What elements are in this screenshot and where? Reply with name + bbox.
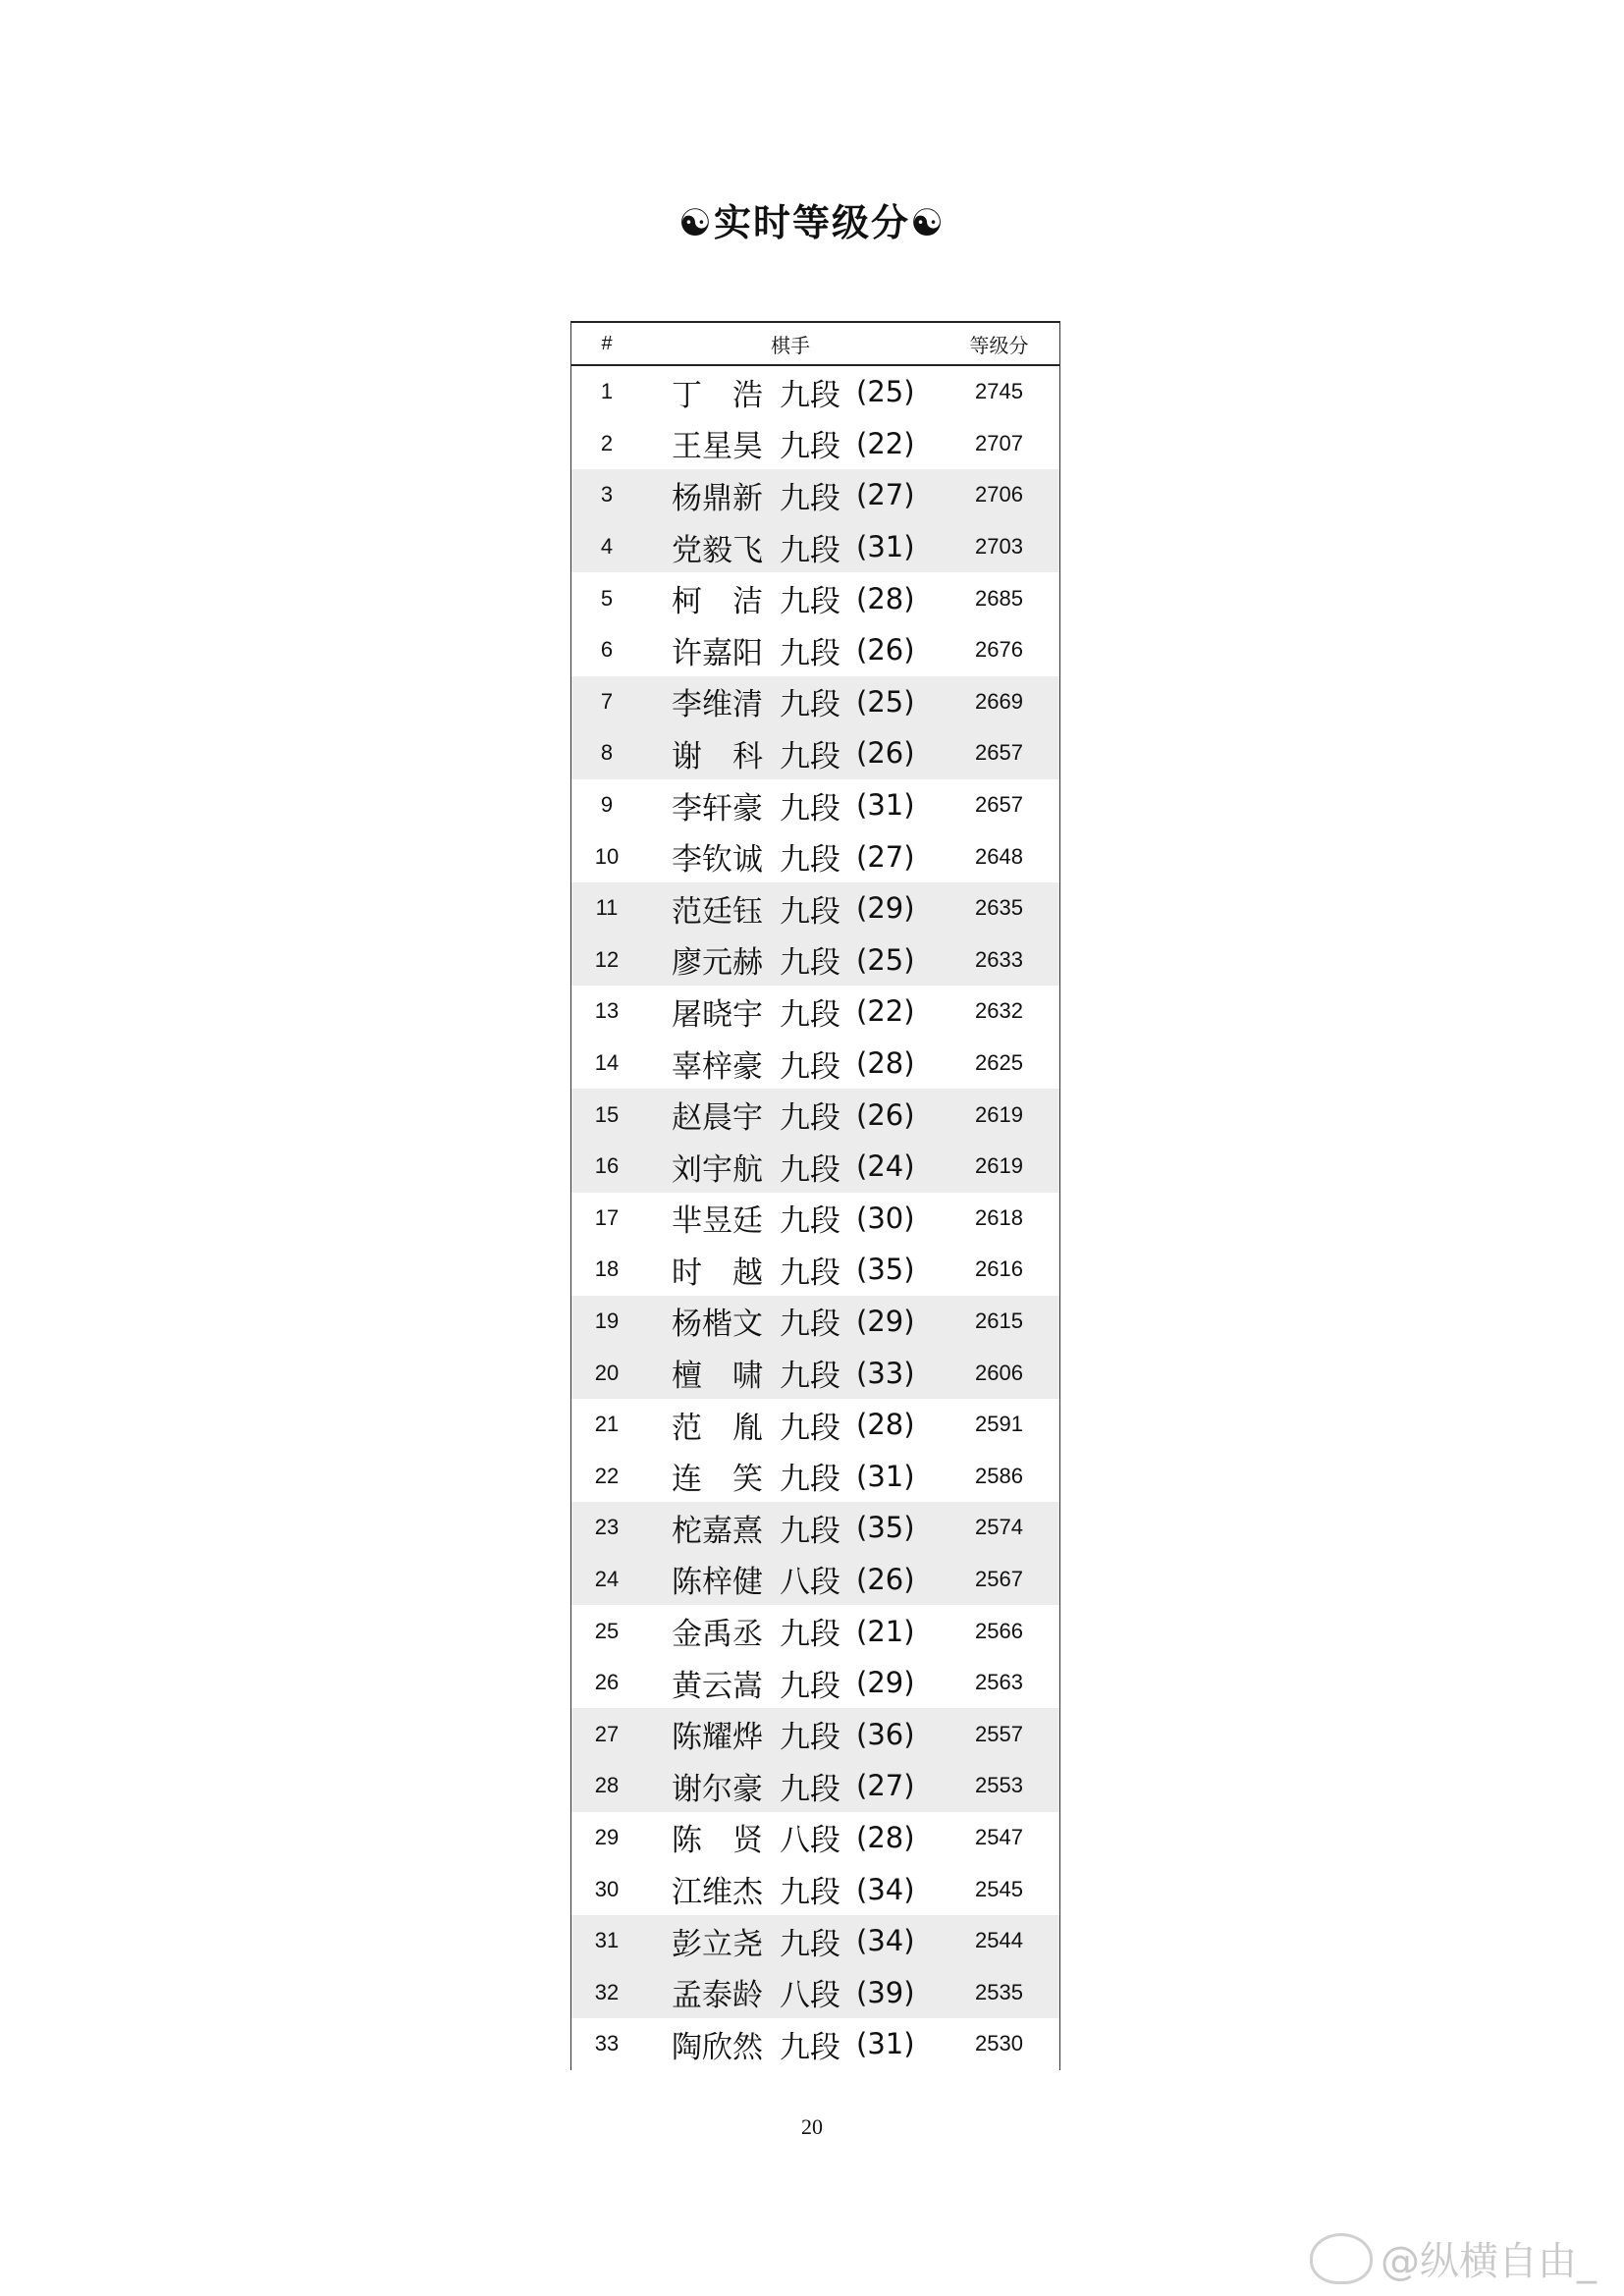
- rank-cell: 18: [594, 1256, 620, 1282]
- rating-cell: 2619: [975, 1153, 1023, 1179]
- player-name: 屠晓宇: [672, 996, 763, 1033]
- rating-cell: 2632: [975, 998, 1023, 1024]
- player-name: 赵晨宇: [672, 1100, 763, 1137]
- table-row: [571, 366, 1059, 418]
- watermark: [1310, 2230, 1597, 2286]
- table-body: [571, 366, 1059, 2070]
- player-name: 芈昱廷: [672, 1203, 763, 1240]
- table-row: [571, 1450, 1059, 1502]
- rank-cell: 27: [594, 1721, 620, 1746]
- rank-cell: 12: [594, 946, 620, 972]
- player-age: (35): [856, 1253, 915, 1287]
- table-row: [571, 1605, 1059, 1657]
- player-age: (29): [856, 1304, 915, 1338]
- table-row: [571, 418, 1059, 470]
- header-rank: #: [601, 332, 613, 354]
- table-row: [571, 2018, 1059, 2070]
- dan-rank: 八段: [780, 1823, 840, 1859]
- rating-cell: 2633: [975, 946, 1023, 972]
- dan-rank: 九段: [780, 1720, 840, 1756]
- table-row: [571, 727, 1059, 779]
- rating-cell: 2676: [975, 637, 1023, 663]
- player-name: 陈 贤: [672, 1823, 763, 1859]
- rating-cell: 2566: [975, 1618, 1023, 1643]
- yin-yang-icon: ☯: [910, 201, 947, 244]
- player-name: 连 笑: [672, 1462, 763, 1498]
- player-age: (26): [856, 633, 915, 667]
- player-name: 金禹丞: [672, 1617, 763, 1653]
- rating-cell: 2706: [975, 482, 1023, 507]
- player-age: (21): [856, 1614, 915, 1648]
- player-name: 范廷钰: [672, 893, 763, 930]
- rank-cell: 20: [594, 1360, 620, 1385]
- dan-rank: 八段: [780, 1978, 840, 2014]
- player-name: 檀 啸: [672, 1359, 763, 1395]
- player-name: 杨鼎新: [672, 480, 763, 516]
- player-name: 王星昊: [672, 429, 763, 465]
- rating-cell: 2553: [975, 1773, 1023, 1798]
- dan-rank: 九段: [780, 790, 840, 827]
- table-row: [571, 1296, 1059, 1348]
- player-age: (24): [856, 1149, 915, 1184]
- dan-rank: 九段: [780, 1462, 840, 1498]
- rank-cell: 21: [594, 1412, 620, 1437]
- watermark-text: @纵横自由_: [1380, 2239, 1597, 2284]
- rank-cell: 8: [600, 740, 614, 766]
- dan-rank: 九段: [780, 635, 840, 671]
- player-age: (34): [856, 1872, 915, 1906]
- player-name: 陶欣然: [672, 2029, 763, 2065]
- player-name: 李维清: [672, 687, 763, 723]
- rank-cell: 22: [594, 1463, 620, 1488]
- rating-cell: 2635: [975, 895, 1023, 921]
- player-age: (29): [856, 1666, 915, 1700]
- rating-cell: 2591: [975, 1412, 1023, 1437]
- dan-rank: 八段: [780, 1565, 840, 1601]
- rank-cell: 5: [600, 585, 614, 611]
- player-age: (28): [856, 1820, 915, 1854]
- rating-cell: 2648: [975, 843, 1023, 869]
- rating-cell: 2685: [975, 585, 1023, 611]
- table-row: [571, 521, 1059, 573]
- rating-cell: 2545: [975, 1876, 1023, 1901]
- player-name: 黄云嵩: [672, 1668, 763, 1704]
- rank-cell: 11: [595, 895, 619, 921]
- table-row: [571, 1141, 1059, 1193]
- table-row: [571, 1502, 1059, 1554]
- rank-cell: 19: [594, 1308, 620, 1333]
- player-name: 刘宇航: [672, 1151, 763, 1188]
- player-age: (31): [856, 530, 915, 564]
- player-name: 党毅飞: [672, 532, 763, 568]
- rating-cell: 2657: [975, 792, 1023, 818]
- table-row: [571, 676, 1059, 728]
- table-row: [571, 830, 1059, 882]
- rank-cell: 7: [600, 688, 614, 714]
- dan-rank: 九段: [780, 1151, 840, 1188]
- page-title: [0, 192, 1624, 246]
- player-name: 柁嘉熹: [672, 1513, 763, 1549]
- rank-cell: 16: [594, 1153, 620, 1179]
- dan-rank: 九段: [780, 532, 840, 568]
- table-row: [571, 1193, 1059, 1245]
- rating-cell: 2567: [975, 1566, 1023, 1591]
- table-row: [571, 1708, 1059, 1760]
- weibo-logo-icon: [1310, 2233, 1373, 2284]
- rank-cell: 6: [600, 637, 614, 663]
- rating-cell: 2616: [975, 1256, 1023, 1282]
- table-row: [571, 1863, 1059, 1915]
- rating-cell: 2657: [975, 740, 1023, 766]
- dan-rank: 九段: [780, 738, 840, 774]
- yin-yang-icon: ☯: [677, 201, 714, 244]
- rank-cell: 13: [594, 998, 620, 1024]
- rating-cell: 2535: [975, 1979, 1023, 2004]
- dan-rank: 九段: [780, 1410, 840, 1446]
- player-name: 江维杰: [672, 1875, 763, 1911]
- player-age: (27): [856, 839, 915, 874]
- rank-cell: 15: [594, 1101, 620, 1127]
- player-name: 彭立尧: [672, 1926, 763, 1962]
- player-age: (31): [856, 788, 915, 823]
- rank-cell: 30: [594, 1876, 620, 1901]
- rank-cell: 33: [594, 2031, 620, 2056]
- player-age: (25): [856, 684, 915, 719]
- dan-rank: 九段: [780, 842, 840, 879]
- header-player: 棋手: [771, 335, 810, 357]
- player-age: (34): [856, 1924, 915, 1958]
- page-title-text: 实时等级分: [713, 200, 910, 244]
- player-age: (35): [856, 1511, 915, 1545]
- rank-cell: 4: [600, 534, 614, 560]
- rating-cell: 2707: [975, 430, 1023, 455]
- player-age: (26): [856, 1562, 915, 1596]
- rating-cell: 2563: [975, 1670, 1023, 1695]
- dan-rank: 九段: [780, 1617, 840, 1653]
- rank-cell: 17: [594, 1204, 620, 1230]
- player-name: 杨楷文: [672, 1307, 763, 1343]
- rating-cell: 2557: [975, 1721, 1023, 1746]
- rating-cell: 2574: [975, 1515, 1023, 1540]
- dan-rank: 九段: [780, 584, 840, 620]
- player-age: (28): [856, 1046, 915, 1081]
- table-row: [571, 986, 1059, 1038]
- table-row: [571, 882, 1059, 934]
- table-row: [571, 1760, 1059, 1812]
- table-row: [571, 1347, 1059, 1399]
- rank-cell: 2: [600, 430, 614, 455]
- player-name: 谢 科: [672, 738, 763, 774]
- dan-rank: 九段: [780, 1359, 840, 1395]
- player-age: (27): [856, 478, 915, 512]
- dan-rank: 九段: [780, 1307, 840, 1343]
- rank-cell: 9: [600, 792, 614, 818]
- player-age: (31): [856, 1459, 915, 1493]
- rating-cell: 2625: [975, 1050, 1023, 1076]
- dan-rank: 九段: [780, 1100, 840, 1137]
- table-row: [571, 1244, 1059, 1296]
- player-age: (25): [856, 942, 915, 977]
- dan-rank: 九段: [780, 377, 840, 413]
- header-rating: 等级分: [969, 335, 1029, 357]
- rating-cell: 2544: [975, 1928, 1023, 1953]
- rank-cell: 14: [594, 1050, 620, 1076]
- player-name: 谢尔豪: [672, 1771, 763, 1807]
- player-age: (29): [856, 891, 915, 926]
- dan-rank: 九段: [780, 480, 840, 516]
- table-row: [571, 1038, 1059, 1090]
- rank-cell: 32: [594, 1979, 620, 2004]
- rating-cell: 2619: [975, 1101, 1023, 1127]
- table-row: [571, 934, 1059, 987]
- player-name: 李钦诚: [672, 842, 763, 879]
- player-name: 李轩豪: [672, 790, 763, 827]
- dan-rank: 九段: [780, 1048, 840, 1085]
- rank-cell: 1: [600, 379, 614, 404]
- dan-rank: 九段: [780, 893, 840, 930]
- rating-cell: 2745: [975, 379, 1023, 404]
- player-age: (36): [856, 1717, 915, 1751]
- dan-rank: 九段: [780, 1203, 840, 1240]
- table-row: [571, 1657, 1059, 1709]
- table-row: [571, 572, 1059, 624]
- dan-rank: 九段: [780, 2029, 840, 2065]
- dan-rank: 九段: [780, 1875, 840, 1911]
- dan-rank: 九段: [780, 429, 840, 465]
- rating-cell: 2530: [975, 2031, 1023, 2056]
- rank-cell: 31: [594, 1928, 620, 1953]
- rank-cell: 10: [594, 843, 620, 869]
- player-age: (22): [856, 994, 915, 1029]
- rating-cell: 2703: [975, 534, 1023, 560]
- rank-cell: 29: [594, 1824, 620, 1849]
- table-row: [571, 1554, 1059, 1606]
- table-row: [571, 1399, 1059, 1451]
- rating-cell: 2618: [975, 1204, 1023, 1230]
- player-age: (22): [856, 426, 915, 460]
- player-name: 陈梓健: [672, 1565, 763, 1601]
- player-age: (26): [856, 1097, 915, 1132]
- table-row: [571, 779, 1059, 831]
- player-age: (27): [856, 1769, 915, 1803]
- rating-cell: 2547: [975, 1824, 1023, 1849]
- rating-cell: 2615: [975, 1308, 1023, 1333]
- ratings-table: [570, 321, 1060, 2070]
- rank-cell: 25: [594, 1618, 620, 1643]
- rating-cell: 2606: [975, 1360, 1023, 1385]
- player-age: (30): [856, 1201, 915, 1235]
- rank-cell: 3: [600, 482, 614, 507]
- player-name: 范 胤: [672, 1410, 763, 1446]
- rating-cell: 2669: [975, 688, 1023, 714]
- rank-cell: 28: [594, 1773, 620, 1798]
- player-age: (31): [856, 2027, 915, 2061]
- dan-rank: 九段: [780, 1771, 840, 1807]
- page-number: 20: [801, 2114, 823, 2139]
- table-row: [571, 1966, 1059, 2018]
- table-row: [571, 624, 1059, 676]
- table-row: [571, 1915, 1059, 1967]
- player-age: (28): [856, 581, 915, 615]
- dan-rank: 九段: [780, 1668, 840, 1704]
- player-name: 孟泰龄: [672, 1978, 763, 2014]
- table-row: [571, 469, 1059, 521]
- table-row: [571, 1089, 1059, 1141]
- player-name: 时 越: [672, 1255, 763, 1291]
- player-age: (33): [856, 1356, 915, 1390]
- dan-rank: 九段: [780, 1255, 840, 1291]
- dan-rank: 九段: [780, 945, 840, 982]
- player-name: 丁 浩: [672, 377, 763, 413]
- player-age: (25): [856, 375, 915, 409]
- rating-cell: 2586: [975, 1463, 1023, 1488]
- dan-rank: 九段: [780, 996, 840, 1033]
- player-name: 柯 洁: [672, 584, 763, 620]
- table-row: [571, 1812, 1059, 1864]
- dan-rank: 九段: [780, 1513, 840, 1549]
- dan-rank: 九段: [780, 687, 840, 723]
- player-age: (26): [856, 736, 915, 771]
- rank-cell: 23: [594, 1515, 620, 1540]
- rank-cell: 24: [594, 1566, 620, 1591]
- player-age: (39): [856, 1975, 915, 2009]
- table-header: [571, 323, 1059, 366]
- player-name: 廖元赫: [672, 945, 763, 982]
- player-name: 许嘉阳: [672, 635, 763, 671]
- rank-cell: 26: [594, 1670, 620, 1695]
- player-name: 陈耀烨: [672, 1720, 763, 1756]
- dan-rank: 九段: [780, 1926, 840, 1962]
- player-name: 辜梓豪: [672, 1048, 763, 1085]
- player-age: (28): [856, 1408, 915, 1442]
